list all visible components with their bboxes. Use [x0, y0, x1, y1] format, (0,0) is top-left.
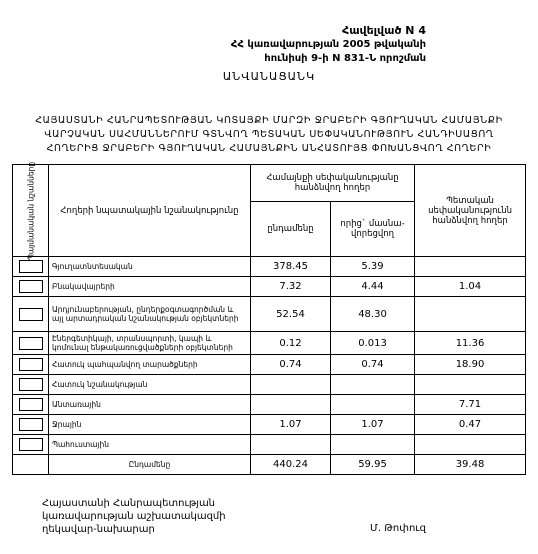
- row-free: 4.44: [331, 277, 415, 297]
- header-free-cell: որից` մասնա-վորեցվող: [331, 202, 415, 257]
- marker-cell: [13, 375, 49, 395]
- header-line-decision: հունիսի 9-ի N 831-Ն որոշման: [264, 53, 426, 64]
- marker-cell: [13, 435, 49, 455]
- legend-box-icon: [19, 378, 43, 391]
- signatory-line: ղեկավար-նախարար: [42, 524, 155, 535]
- row-free: 0.74: [331, 355, 415, 375]
- legend-box-icon: [19, 337, 43, 350]
- totals-total: 440.24: [251, 455, 331, 475]
- signatory-name: Մ. Թոփուզ: [370, 523, 426, 534]
- totals-row: [13, 455, 526, 475]
- row-free: [331, 395, 415, 415]
- row-name: Պահուստային: [49, 435, 251, 455]
- row-total: [251, 435, 331, 455]
- table-row: [13, 355, 526, 375]
- appendix-number: Հավելված N 4: [342, 24, 426, 37]
- row-name: Բնակավայրերի: [49, 277, 251, 297]
- row-total: 7.32: [251, 277, 331, 297]
- row-free: [331, 375, 415, 395]
- table-row: [13, 297, 526, 332]
- header-marker-cell: [13, 161, 49, 260]
- row-total: [251, 395, 331, 415]
- land-table: [12, 161, 526, 475]
- legend-box-icon: [19, 418, 43, 431]
- document-title: ԱՆՎԱՆԱՑԱՆԿ: [222, 70, 316, 83]
- table-row: [13, 257, 526, 277]
- marker-cell: [13, 277, 49, 297]
- row-free: 1.07: [331, 415, 415, 435]
- row-state: [415, 375, 526, 395]
- row-free: 0.013: [331, 332, 415, 355]
- table-row: [13, 375, 526, 395]
- row-name: Գյուղատնտեսական: [49, 257, 251, 277]
- row-total: 0.12: [251, 332, 331, 355]
- row-free: [331, 435, 415, 455]
- subtitle-line: ՀՈՂԵՐԻՑ ՋՐԱԲԵՐԻ ԳՅՈՒՂԱԿԱՆ ՀԱՄԱՅՆՔԻՆ ԱՆՀԱՏՈՒՅՑ ՓՈԽԱՆՑՎՈՂ ՀՈՂԵՐԻ: [46, 143, 492, 154]
- header-name-cell: Հողերի նպատակային նշանակությունը: [49, 165, 251, 257]
- row-name: Հատուկ պահպանվող տարածքների: [49, 355, 251, 375]
- header-community-group: Համայնքի սեփականությանը հանձնվող հողեր: [251, 165, 415, 202]
- row-total: [251, 375, 331, 395]
- table-row: [13, 415, 526, 435]
- marker-cell: [13, 395, 49, 415]
- header-total-cell: ընդամենը: [251, 202, 331, 257]
- marker-cell-empty: [13, 455, 49, 475]
- subtitle-line: ՀԱՅԱՍՏԱՆԻ ՀԱՆՐԱՊԵՏՈՒԹՅԱՆ ԿՈՏԱՅՔԻ ՄԱՐԶԻ ՋՐԱԲԵՐԻ ԳՅՈՒՂԱԿԱՆ ՀԱՄԱՅՆՔԻ: [35, 115, 503, 126]
- totals-free: 59.95: [331, 455, 415, 475]
- row-state: 7.71: [415, 395, 526, 415]
- row-name: Հատուկ նշանակության: [49, 375, 251, 395]
- totals-state: 39.48: [415, 455, 526, 475]
- legend-box-icon: [19, 358, 43, 371]
- legend-box-icon: [19, 308, 43, 321]
- table-row: [13, 277, 526, 297]
- row-name: Անտառային: [49, 395, 251, 415]
- totals-label: Ընդամենը: [49, 455, 251, 475]
- signatory-block: [42, 497, 226, 536]
- row-state: [415, 257, 526, 277]
- marker-cell: [13, 415, 49, 435]
- table-row: [13, 435, 526, 455]
- row-state: 1.04: [415, 277, 526, 297]
- legend-box-icon: [19, 438, 43, 451]
- header-line-government: ՀՀ կառավարության 2005 թվականի: [230, 39, 426, 50]
- row-free: 48.30: [331, 297, 415, 332]
- legend-box-icon: [19, 280, 43, 293]
- header-marker-label: Պայմանական նշանները: [26, 161, 35, 260]
- document-subtitle: [30, 114, 508, 156]
- legend-box-icon: [19, 260, 43, 273]
- subtitle-line: ՎԱՐՉԱԿԱՆ ՍԱՀՄԱՆՆԵՐՈՒՄ ԳՏՆՎՈՂ ՊԵՏԱԿԱՆ ՍԵՓԱԿԱՆՈՒԹՅՈՒՆ ՀԱՆԴԻՍԱՑՈՂ: [44, 129, 494, 140]
- row-total: 1.07: [251, 415, 331, 435]
- header-state-cell: Պետական սեփականությունն հանձնվող հողեր: [415, 165, 526, 257]
- signatory-line: Հայաստանի Հանրապետության: [42, 498, 216, 509]
- marker-cell: [13, 332, 49, 355]
- row-state: [415, 297, 526, 332]
- row-free: 5.39: [331, 257, 415, 277]
- row-total: 0.74: [251, 355, 331, 375]
- row-name: Էներգետիկայի, տրանսպորտի, կապի և կոմունալ ենթակառուցվածքների օբյեկտների: [49, 332, 251, 355]
- signatory-line: կառավարության աշխատակազմի: [42, 511, 226, 522]
- row-name: Արդյունաբերության, ընդերքօգտագործման և այլ արտադրական նշանակության օբյեկտների: [49, 297, 251, 332]
- marker-cell: [13, 355, 49, 375]
- row-state: 18.90: [415, 355, 526, 375]
- row-name: Ջրային: [49, 415, 251, 435]
- row-total: 52.54: [251, 297, 331, 332]
- table-row: [13, 332, 526, 355]
- row-state: 11.36: [415, 332, 526, 355]
- row-total: 378.45: [251, 257, 331, 277]
- row-state: [415, 435, 526, 455]
- document-header: [231, 24, 426, 66]
- marker-cell: [13, 297, 49, 332]
- table-row: [13, 395, 526, 415]
- legend-box-icon: [19, 398, 43, 411]
- row-state: 0.47: [415, 415, 526, 435]
